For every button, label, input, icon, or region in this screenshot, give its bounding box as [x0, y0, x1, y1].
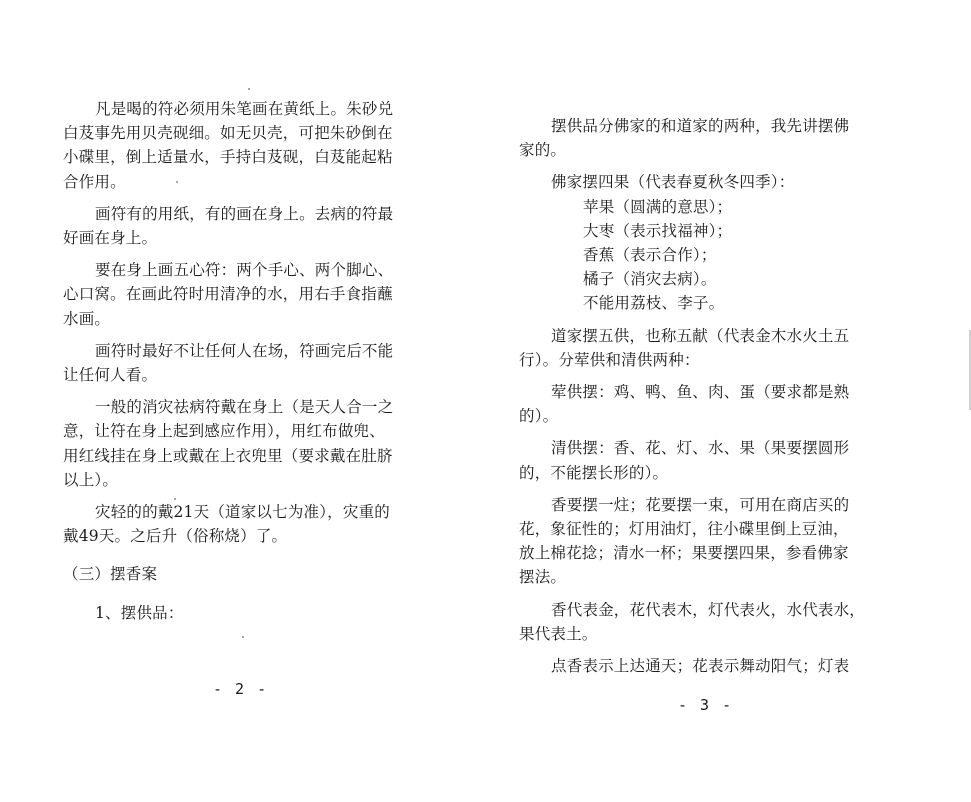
offering-item: 橘子（消灾去病）。 [583, 270, 717, 289]
paragraph-line: 荤供摆：鸡、鸭、鱼、肉、蛋（要求都是熟 [551, 383, 850, 402]
page-number-left: - 2 - [213, 680, 269, 698]
paragraph-line: 画符时最好不让任何人在场，符画完后不能 [95, 341, 394, 360]
paragraph-line: 戴49天。之后升（俗称烧）了。 [63, 527, 288, 546]
paragraph-line: 合作用。 [63, 172, 126, 191]
paragraph-line: 让任何人看。 [63, 366, 158, 385]
paragraph-line: 放上棉花捻；清水一杯；果要摆四果，参看佛家 [519, 544, 849, 563]
paragraph-line: 水画。 [63, 309, 111, 328]
paragraph-line: 果代表土。 [519, 624, 598, 643]
offering-item: 大枣（表示找福神）； [583, 221, 733, 240]
paragraph-line: 行）。分荤供和清供两种： [519, 350, 700, 369]
paragraph-line: 灾轻的的戴21天（道家以七为准），灾重的 [95, 503, 390, 522]
paragraph-line: 意，让符在身上起到感应作用），用红布做兜、 [63, 422, 385, 441]
left-page [0, 0, 485, 802]
left-page-text [63, 97, 425, 625]
paragraph-line: 香代表金，花代表木，灯代表火，水代表水， [551, 600, 866, 619]
paragraph-line: 好画在身上。 [63, 229, 158, 248]
scan-speck [248, 88, 250, 90]
paragraph-line: 心口窝。在画此符时用清净的水，用右手食指蘸 [63, 285, 393, 304]
paragraph-line: 香要摆一炷；花要摆一束，可用在商店买的 [551, 495, 850, 514]
paragraph-line: 一般的消灾祛病符戴在身上（是天人合一之 [95, 398, 394, 417]
offering-item: 不能用荔枝、李子。 [583, 294, 725, 313]
paragraph-line: 以上）。 [63, 470, 119, 489]
paragraph-line: 花，象征性的；灯用油灯，往小碟里倒上豆油， [519, 520, 849, 539]
paragraph-line: 的）。 [519, 407, 559, 426]
paragraph-line: 道家摆五供，也称五献（代表金木水火土五 [551, 326, 850, 345]
paragraph-line: 小碟里，倒上适量水，手持白芨砚，白芨能起粘 [63, 148, 393, 167]
page-number-right: - 3 - [678, 696, 734, 714]
paragraph-line: 要在身上画五心符：两个手心、两个脚心、 [95, 261, 394, 280]
paragraph-line: 摆供品分佛家的和道家的两种，我先讲摆佛 [551, 117, 850, 135]
offering-item: 苹果（圆满的意思）； [583, 197, 733, 216]
buddhist-heading: 佛家摆四果（代表春夏秋冬四季）： [551, 173, 795, 192]
paragraph-line: 家的。 [519, 141, 567, 160]
paragraph-line: 凡是喝的符必须用朱笔画在黄纸上。朱砂兑 [95, 100, 394, 118]
paragraph-line: 摆法。 [519, 568, 567, 587]
paragraph-line: 清供摆：香、花、灯、水、果（果要摆圆形 [551, 439, 850, 458]
scan-speck [174, 498, 176, 500]
scan-speck [242, 636, 244, 638]
paragraph-line: 用红线挂在身上或戴在上衣兜里（要求戴在肚脐 [63, 446, 393, 465]
offering-item: 香蕉（表示合作）； [583, 246, 717, 265]
right-page-text [519, 114, 879, 678]
paragraph-line: 的，不能摆长形的）。 [519, 463, 669, 482]
paragraph-line: 画符有的用纸，有的画在身上。去病的符最 [95, 204, 394, 223]
right-page [485, 0, 971, 802]
subheading: 1、摆供品： [95, 603, 184, 622]
section-heading: （三）摆香案 [63, 565, 158, 584]
paragraph-line: 白芨事先用贝壳砚细。如无贝壳，可把朱砂倒在 [63, 124, 393, 143]
paragraph-line: 点香表示上达通天；花表示舞动阳气；灯表 [551, 657, 850, 676]
scan-speck [176, 181, 178, 183]
